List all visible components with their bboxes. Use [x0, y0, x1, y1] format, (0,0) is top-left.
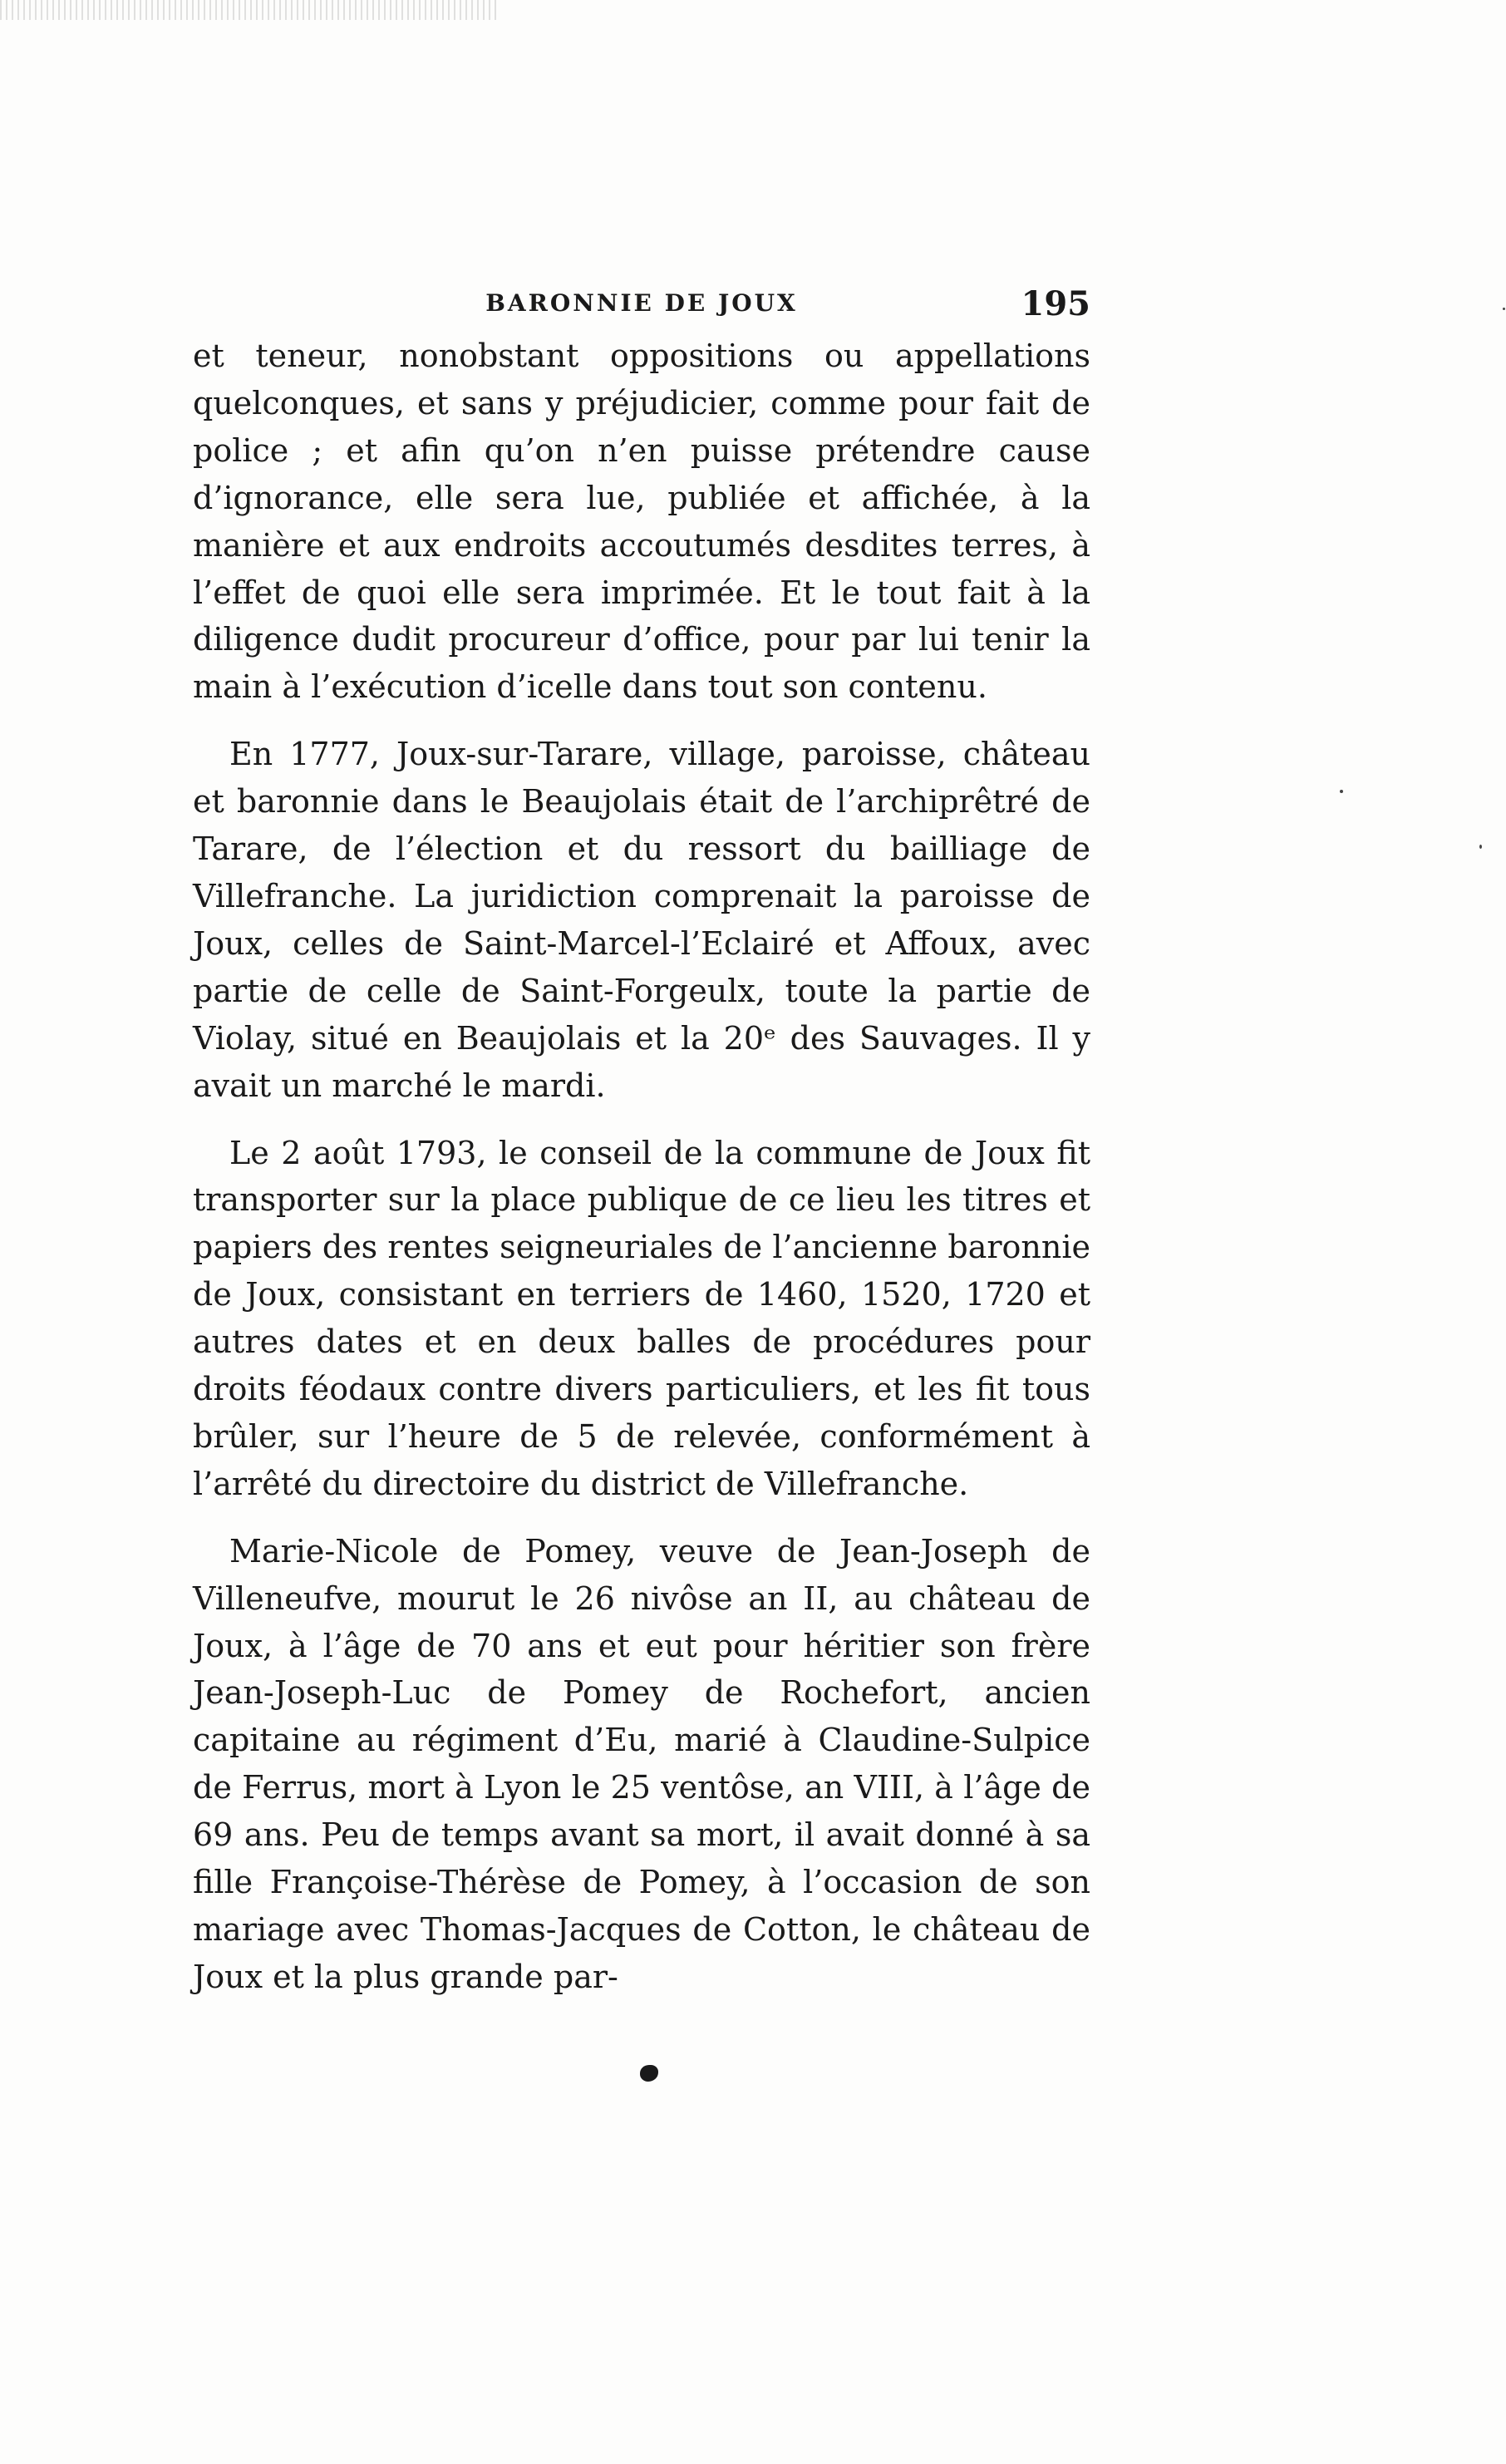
ink-blot-ornament [640, 2065, 658, 2082]
paragraph-1777: En 1777, Joux-sur-Tarare, village, paroisse, château et baronnie dans le Beaujolais était de l’archiprêtré de Tarare, de l’élection et du ressort du bailliage de Villefranche. La juridiction comprenait la paroisse de Joux, celles de Saint-Marcel-l’Eclairé et Affoux, avec partie de celle de Saint-Forgeulx, toute la partie de Violay, situé en Beaujolais et la 20ᵉ des Sauvages. Il y avait un marché le mardi. [193, 736, 1090, 1104]
scan-speck [1340, 790, 1343, 793]
page-number: 195 [1021, 284, 1090, 323]
paragraph-continuation: et teneur, nonobstant oppositions ou appellations quelconques, et sans y préjudicier, comme pour fait de police ; et afin qu’on n’en puisse prétendre cause d’ignorance, elle sera lue, publiée et affichée, à la manière et aux endroits accoutumés desdites terres, à l’effet de quoi elle sera imprimée. Et le tout fait à la diligence dudit procureur d’office, pour par lui tenir la main à l’exécution d’icelle dans tout son contenu. [193, 338, 1090, 706]
scan-edge-noise [0, 0, 499, 20]
body-text [193, 333, 1090, 2001]
paragraph-1793: Le 2 août 1793, le conseil de la commune de Joux fit transporter sur la place publique de ce lieu les titres et papiers des rentes seigneuriales de l’ancienne baronnie de Joux, consistant en terriers de 1460, 1520, 1720 et autres dates et en deux balles de procédures pour droits féodaux contre divers particuliers, et les fit tous brûler, sur l’heure de 5 de relevée, conformément à l’arrêté du directoire du district de Villefranche. [193, 1134, 1090, 1502]
scan-speck [1479, 845, 1482, 849]
paragraph-pomey: Marie-Nicole de Pomey, veuve de Jean-Joseph de Villeneufve, mourut le 26 nivôse an II, au château de Joux, à l’âge de 70 ans et eut pour héritier son frère Jean-Joseph-Luc de Pomey de Rochefort, ancien capitaine au régiment d’Eu, marié à Claudine-Sulpice de Ferrus, mort à Lyon le 25 ventôse, an VIII, à l’âge de 69 ans. Peu de temps avant sa mort, il avait donné à sa fille Françoise-Thérèse de Pomey, à l’occasion de son mariage avec Thomas-Jacques de Cotton, le château de Joux et la plus grande par- [193, 1532, 1090, 1995]
scan-speck [1503, 308, 1505, 310]
running-title: BARONNIE DE JOUX [485, 289, 798, 317]
page-header [193, 284, 1090, 334]
